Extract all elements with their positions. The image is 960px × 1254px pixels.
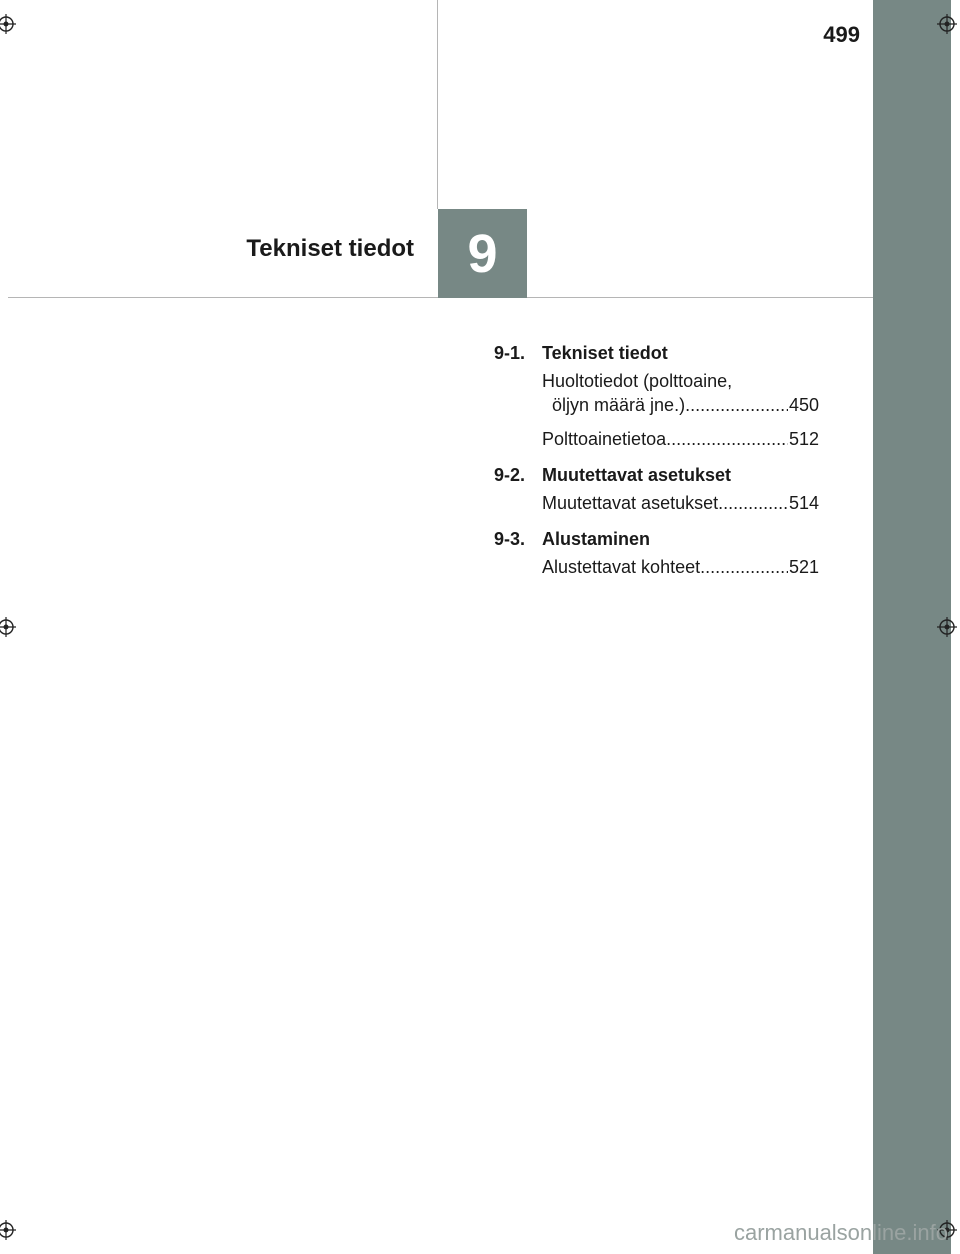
toc-entry-page: 521 bbox=[788, 557, 819, 577]
toc-section-title[interactable]: Muutettavat asetukset bbox=[542, 465, 732, 485]
toc-entry-page: 514 bbox=[788, 493, 819, 513]
toc-section-number: 9-2. bbox=[494, 465, 526, 485]
toc-entry-title: Muutettavat asetukset bbox=[542, 493, 719, 513]
toc-section bbox=[494, 527, 824, 551]
toc-entry-page: 512 bbox=[788, 429, 819, 449]
registration-mark-icon bbox=[937, 617, 957, 637]
watermark: carmanualsonline.info bbox=[733, 1220, 948, 1245]
toc-leader-dots bbox=[700, 555, 788, 579]
registration-mark-icon bbox=[937, 14, 957, 34]
toc-entry[interactable] bbox=[542, 491, 824, 515]
toc-entry[interactable] bbox=[542, 369, 824, 417]
toc-section-title[interactable]: Tekniset tiedot bbox=[542, 343, 668, 363]
chapter-number-box bbox=[438, 209, 527, 298]
registration-mark-icon bbox=[0, 617, 16, 637]
vertical-rule bbox=[437, 0, 438, 209]
toc-leader-dots bbox=[685, 393, 788, 417]
registration-mark-icon bbox=[0, 14, 16, 34]
toc-entry[interactable] bbox=[542, 427, 824, 451]
toc-section bbox=[494, 463, 824, 487]
toc-entry-title: Alustettavat kohteet bbox=[542, 557, 701, 577]
toc-entry-title-continued: öljyn määrä jne.) bbox=[552, 395, 686, 415]
page-number: 499 bbox=[823, 22, 860, 47]
chapter-number: 9 bbox=[467, 223, 498, 284]
toc-section-title[interactable]: Alustaminen bbox=[542, 529, 651, 549]
toc-section-number: 9-1. bbox=[494, 343, 526, 363]
table-of-contents bbox=[494, 341, 824, 579]
toc-leader-dots bbox=[718, 491, 788, 515]
toc-entry-title: Polttoainetietoa bbox=[542, 429, 667, 449]
chapter-title: Tekniset tiedot bbox=[246, 235, 414, 262]
registration-mark-icon bbox=[0, 1220, 16, 1240]
toc-entry-page: 450 bbox=[788, 395, 819, 415]
toc-section bbox=[494, 341, 824, 365]
toc-section-number: 9-3. bbox=[494, 529, 526, 549]
toc-leader-dots bbox=[666, 427, 788, 451]
toc-entry-title: Huoltotiedot (polttoaine, bbox=[542, 371, 733, 391]
toc-entry[interactable] bbox=[542, 555, 824, 579]
